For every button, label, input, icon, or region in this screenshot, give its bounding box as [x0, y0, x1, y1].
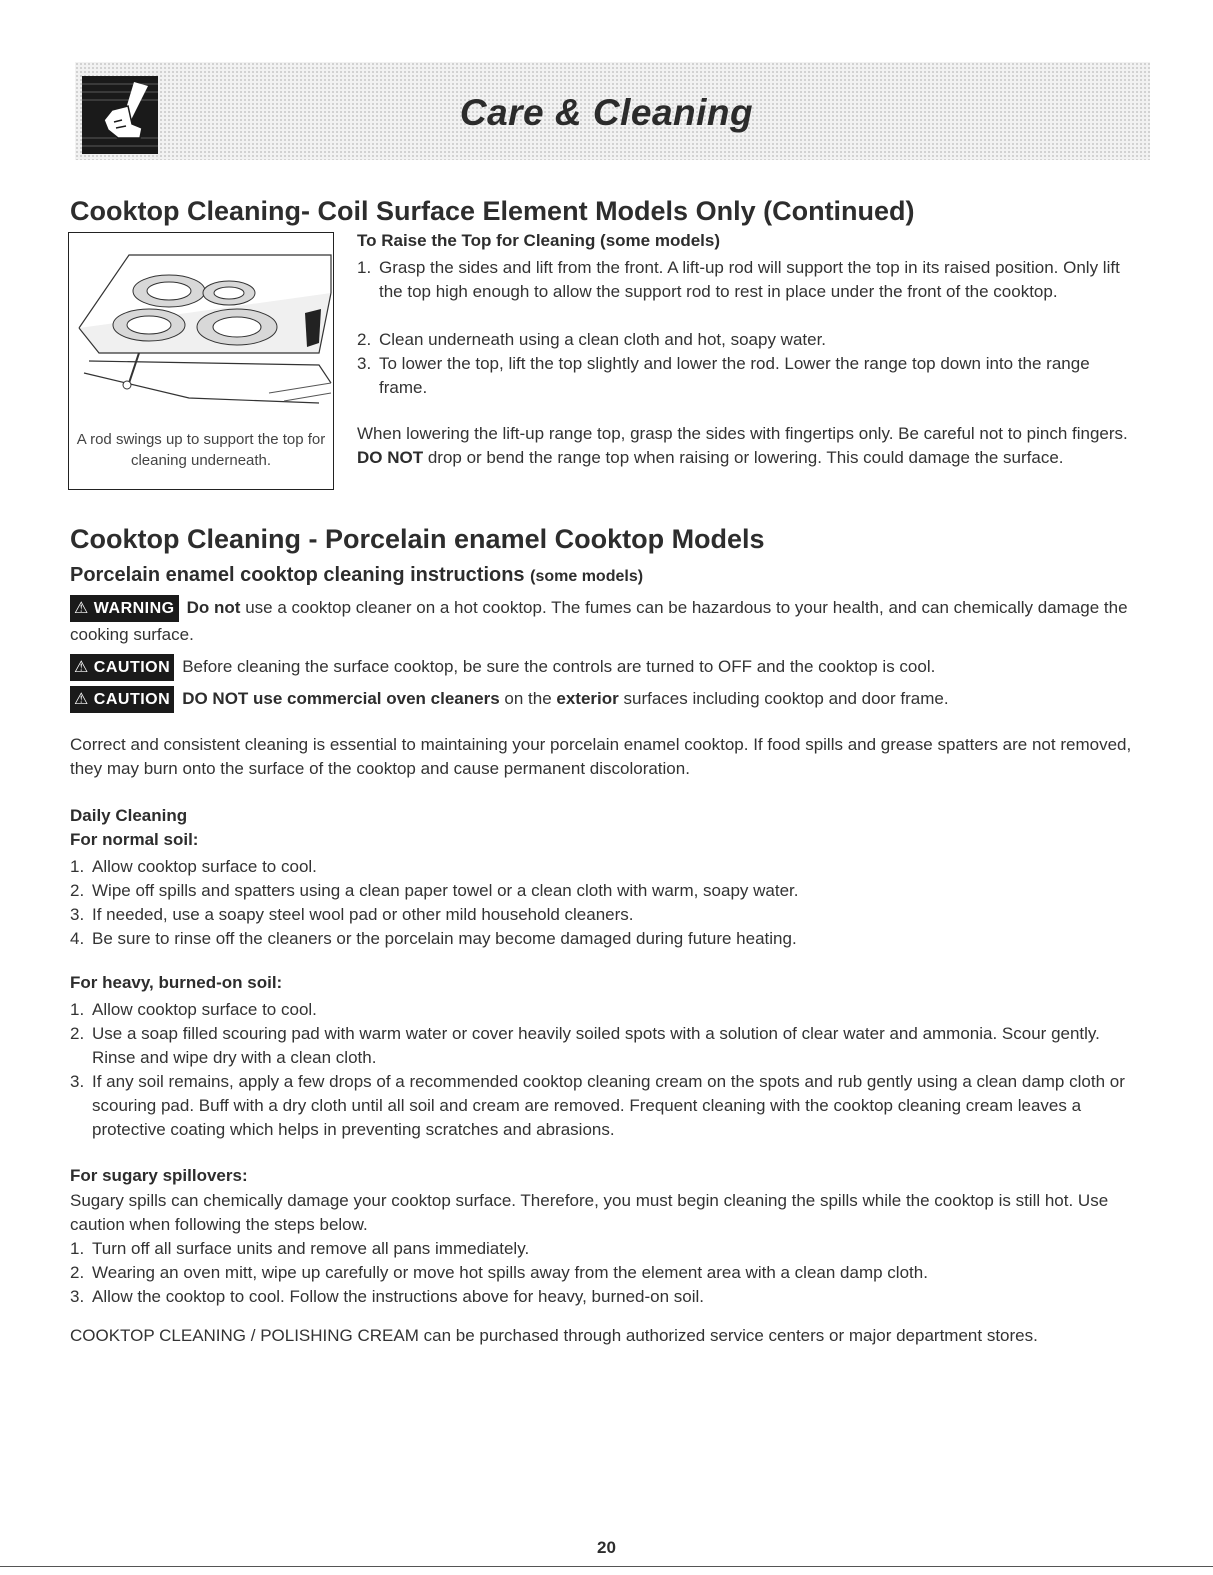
intro-paragraph: Correct and consistent cleaning is essential to maintaining your porcelain enamel cooktop. If food spills and grease spatters are not removed, they may burn onto the surface of the cooktop and cause permanent discoloration.	[70, 735, 1132, 778]
note-emphasis: DO NOT	[357, 448, 424, 467]
list-item	[70, 855, 1132, 879]
caution-badge: ⚠ CAUTION	[70, 686, 174, 713]
list-text: Use a soap filled scouring pad with warm water or cover heavily soiled spots with a solution of clear water and ammonia. Scour gently. Rinse and wipe dry with a clean cloth.	[92, 1024, 1100, 1067]
list-text: Wearing an oven mitt, wipe up carefully or move hot spills away from the element area with a clean damp cloth.	[92, 1263, 928, 1282]
caution-badge: ⚠ CAUTION	[70, 654, 174, 681]
section-heading-coil: Cooktop Cleaning- Coil Surface Element Models Only (Continued)	[70, 196, 915, 226]
list-text: Allow the cooktop to cool. Follow the instructions above for heavy, burned-on soil.	[92, 1287, 705, 1306]
note-text: When lowering the lift-up range top, grasp the sides with fingertips only. Be careful not to pinch fingers.	[357, 424, 1128, 443]
subheading-text: Porcelain enamel cooktop cleaning instructions	[70, 564, 525, 586]
list-number: 2.	[357, 330, 372, 349]
list-text: Allow cooktop surface to cool.	[92, 1000, 317, 1019]
lowering-note	[357, 422, 1132, 470]
list-item	[70, 903, 1132, 927]
subheading-note: (some models)	[530, 568, 644, 585]
caution-text: surfaces including cooktop and door frame.	[623, 689, 949, 708]
list-number: 1.	[70, 1239, 85, 1258]
list-text: Be sure to rinse off the cleaners or the porcelain may become damaged during future heating.	[92, 929, 797, 948]
list-item	[70, 1285, 1132, 1309]
list-text: Turn off all surface units and remove all pans immediately.	[92, 1239, 530, 1258]
caution-badge-label: CAUTION	[93, 659, 171, 676]
caution-badge-label: CAUTION	[93, 691, 171, 708]
list-item	[357, 256, 1132, 328]
list-item	[70, 998, 1132, 1022]
figure-raised-cooktop	[68, 232, 334, 490]
list-text: Grasp the sides and lift from the front. A lift-up rod will support the top in its raised position. Only lift the top high enough to allow the support rod to rest in place under the front of the cooktop.	[379, 258, 1120, 301]
warning-emphasis: Do not	[186, 598, 241, 617]
cooktop-illustration	[69, 233, 333, 423]
warning-text: use a cooktop cleaner on a hot cooktop. The fumes can be hazardous to your health, and can chemically damage the cooking surface.	[70, 598, 1128, 644]
list-text: Allow cooktop surface to cool.	[92, 857, 317, 876]
list-number: 2.	[70, 881, 85, 900]
caution-text: Before cleaning the surface cooktop, be sure the controls are turned to OFF and the cooktop is cool.	[182, 657, 936, 676]
list-number: 2.	[70, 1263, 85, 1282]
caution-alert-2	[70, 686, 1132, 713]
raise-top-subheading: To Raise the Top for Cleaning (some models)	[357, 231, 721, 250]
closing-paragraph: COOKTOP CLEANING / POLISHING CREAM can be purchased through authorized service centers or major department stores.	[70, 1326, 1038, 1345]
list-item	[70, 1022, 1132, 1070]
footer-rule	[0, 1566, 1213, 1567]
list-number: 3.	[70, 1072, 85, 1091]
caution-emphasis: exterior	[556, 689, 619, 708]
list-item	[70, 1261, 1132, 1285]
list-text: If any soil remains, apply a few drops of a recommended cooktop cleaning cream on the spots and rub gently using a clean damp cloth or scouring pad. Buff with a dry cloth until all soil and cream are removed. Frequent cleaning with the cooktop cleaning cream leaves a protective coating which helps in preventing scratches and abrasions.	[92, 1072, 1125, 1139]
list-item	[70, 1070, 1132, 1142]
list-text: To lower the top, lift the top slightly and lower the rod. Lower the range top down into the range frame.	[379, 354, 1090, 397]
list-number: 4.	[70, 929, 85, 948]
page-number: 20	[597, 1538, 616, 1557]
normal-soil-title: For normal soil:	[70, 830, 199, 849]
note-text: drop or bend the range top when raising or lowering. This could damage the surface.	[427, 448, 1064, 467]
page-title: Care & Cleaning	[459, 92, 754, 133]
list-text: If needed, use a soapy steel wool pad or other mild household cleaners.	[92, 905, 634, 924]
sugary-title: For sugary spillovers:	[70, 1166, 248, 1185]
warning-alert	[70, 595, 1132, 647]
daily-cleaning-title: Daily Cleaning	[70, 806, 188, 825]
list-number: 3.	[357, 354, 372, 373]
porcelain-subheading	[70, 564, 643, 587]
caution-emphasis: DO NOT use commercial oven cleaners	[182, 689, 500, 708]
figure-caption: A rod swings up to support the top for cleaning underneath.	[76, 431, 326, 469]
list-item	[70, 879, 1132, 903]
warning-badge: ⚠ WARNING	[70, 595, 179, 622]
warning-badge-label: WARNING	[93, 600, 175, 617]
list-number: 1.	[70, 857, 85, 876]
list-text: Wipe off spills and spatters using a clean paper towel or a clean cloth with warm, soapy water.	[92, 881, 799, 900]
list-number: 1.	[357, 258, 372, 277]
sugary-intro: Sugary spills can chemically damage your cooktop surface. Therefore, you must begin cleaning the spills while the cooktop is still hot. Use caution when following the steps below.	[70, 1191, 1109, 1234]
heavy-soil-title: For heavy, burned-on soil:	[70, 973, 283, 992]
list-number: 3.	[70, 1287, 85, 1306]
list-item	[357, 328, 1132, 352]
caution-alert-1	[70, 654, 1132, 681]
list-number: 2.	[70, 1024, 85, 1043]
list-item	[70, 1237, 1132, 1261]
section-heading-porcelain: Cooktop Cleaning - Porcelain enamel Cooktop Models	[70, 524, 765, 554]
list-number: 3.	[70, 905, 85, 924]
list-text: Clean underneath using a clean cloth and hot, soapy water.	[379, 330, 827, 349]
list-number: 1.	[70, 1000, 85, 1019]
list-item	[357, 352, 1132, 400]
caution-text: on the	[504, 689, 552, 708]
list-item	[70, 927, 1132, 951]
